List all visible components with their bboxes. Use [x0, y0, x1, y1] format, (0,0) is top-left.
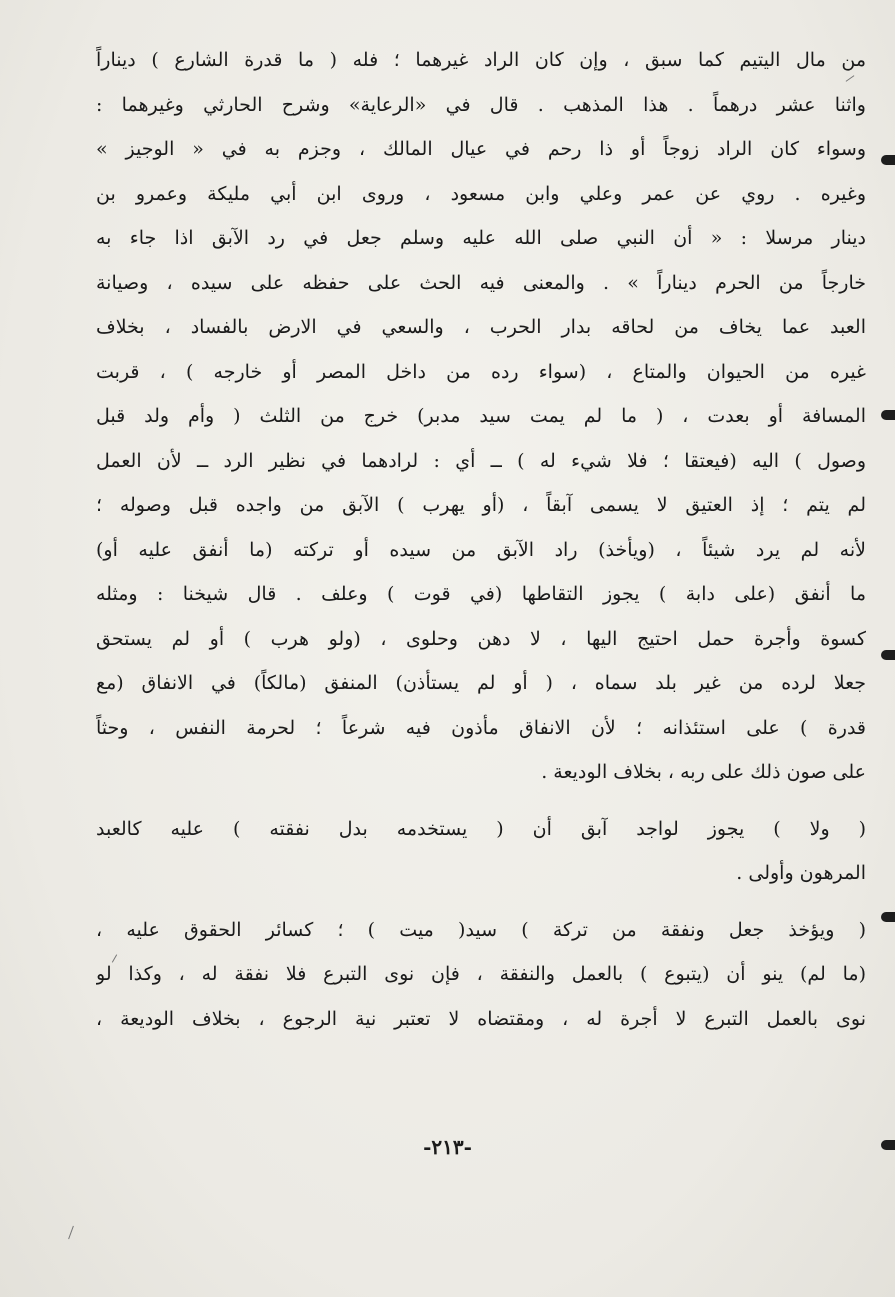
text-line: لم يتم ؛ إذ العتيق لا يسمى آبقاً ، (أو يهرب ) الآبق من واجده قبل وصوله ؛ [96, 494, 866, 516]
binding-mark [881, 650, 895, 660]
page-number: -٢١٣- [423, 1135, 472, 1159]
text-line: دينار مرسلا : « أن النبي صلى الله عليه وسلم جعل في رد الآبق اذا جاء به [96, 227, 866, 249]
paragraph-gap [96, 795, 866, 807]
paragraph-2 [96, 807, 866, 896]
text-line: وسواء كان الراد زوجاً أو ذا رحم في عيال المالك ، وجزم به في « الوجيز » [96, 138, 866, 160]
text-line: المرهون وأولى . [736, 862, 866, 884]
text-line: غيره من الحيوان والمتاع ، (سواء رده من داخل المصر أو خارجه ) ، قربت [96, 360, 866, 383]
paragraph-gap [96, 896, 866, 908]
binding-mark [881, 155, 895, 165]
text-line: ( ولا ) يجوز لواجد آبق أن ( يستخدمه بدل نفقته ) عليه كالعبد [96, 817, 866, 840]
text-line: العبد عما يخاف من لحاقه بدار الحرب ، والسعي في الارض بالفساد ، بخلاف [96, 316, 866, 338]
text-line: وغيره . روي عن عمر وعلي وابن مسعود ، وروى ابن أبي مليكة وعمرو بن [96, 182, 866, 205]
text-line: (ما لم) ينو أن (يتبوع ) بالعمل والنفقة ، فإن نوى التبرع فلا نفقة له ، وكذا لو [96, 963, 866, 985]
binding-mark [881, 912, 895, 922]
binding-mark [881, 1140, 895, 1150]
paragraph-1 [96, 38, 866, 795]
text-line: ( ويؤخذ جعل ونفقة من تركة ) سيد( ميت ) ؛ كسائر الحقوق عليه ، [96, 918, 866, 941]
text-line: قدرة ) على استئذانه ؛ لأن الانفاق مأذون فيه شرعاً ؛ لحرمة النفس ، وحثاً [96, 716, 866, 739]
paragraph-3 [96, 908, 866, 1042]
text-line: من مال اليتيم كما سبق ، وإن كان الراد غيرهما ؛ فله ( ما قدرة الشارع ) ديناراً [96, 49, 866, 71]
text-line: واثنا عشر درهماً . هذا المذهب . قال في «الرعاية» وشرح الحارثي وغيرهما : [96, 93, 866, 116]
text-line: جعلا لرده من غير بلد سماه ، ( أو لم يستأذن) المنفق (مالكاً) في الانفاق (مع [96, 672, 866, 694]
text-line: نوى بالعمل التبرع لا أجرة له ، ومقتضاه لا تعتبر نية الرجوع ، بخلاف الوديعة ، [96, 1007, 866, 1030]
page-body [96, 38, 866, 1041]
text-line: ما أنفق (على دابة ) يجوز التقاطها (في قوت ) وعلف . قال شيخنا : ومثله [96, 583, 866, 605]
text-line: على صون ذلك على ربه ، بخلاف الوديعة . [541, 761, 866, 783]
text-line: خارجاً من الحرم ديناراً » . والمعنى فيه الحث على حفظه على سيده ، وصيانة [96, 271, 866, 294]
binding-mark [881, 410, 895, 420]
text-line: لأنه لم يرد شيئاً ، (ويأخذ) راد الآبق من سيده أو تركته (ما أنفق عليه أو) [96, 538, 866, 561]
scan-speck [68, 1226, 74, 1239]
text-line: وصول ) اليه (فيعتقا ؛ فلا شيء له ) ــ أي : لرادهما في نظير الرد ــ لأن العمل [96, 449, 866, 472]
text-line: كسوة وأجرة حمل احتيج اليها ، لا دهن وحلوى ، (ولو هرب ) أو لم يستحق [96, 627, 866, 650]
text-line: المسافة أو بعدت ، ( ما لم يمت سيد مدبر) خرج من الثلث ( وأم ولد قبل [96, 405, 866, 427]
